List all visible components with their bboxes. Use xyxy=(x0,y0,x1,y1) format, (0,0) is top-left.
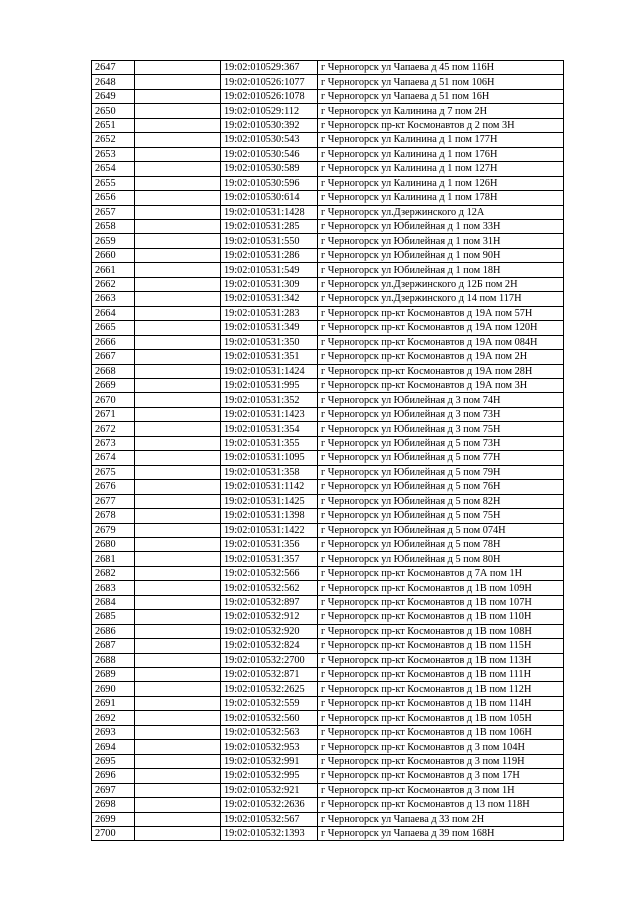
cadastral-number-cell: 19:02:010530:543 xyxy=(221,133,318,147)
empty-cell xyxy=(135,147,221,161)
table-row xyxy=(92,89,564,103)
table-row xyxy=(92,234,564,248)
empty-cell xyxy=(135,552,221,566)
address-cell: г Черногорск ул Калинина д 7 пом 2Н xyxy=(318,104,564,118)
cadastral-number-cell: 19:02:010531:1424 xyxy=(221,364,318,378)
cadastral-number-cell: 19:02:010532:2625 xyxy=(221,682,318,696)
empty-cell xyxy=(135,465,221,479)
cadastral-number-cell: 19:02:010532:824 xyxy=(221,639,318,653)
address-cell: г Черногорск пр-кт Космонавтов д 1В пом 107Н xyxy=(318,595,564,609)
empty-cell xyxy=(135,436,221,450)
address-cell: г Черногорск ул Юбилейная д 5 пом 76Н xyxy=(318,480,564,494)
address-cell: г Черногорск ул Юбилейная д 5 пом 79Н xyxy=(318,465,564,479)
row-number-cell: 2692 xyxy=(92,711,135,725)
empty-cell xyxy=(135,407,221,421)
cadastral-number-cell: 19:02:010532:567 xyxy=(221,812,318,826)
cadastral-number-cell: 19:02:010530:614 xyxy=(221,191,318,205)
table-row xyxy=(92,711,564,725)
address-cell: г Черногорск пр-кт Космонавтов д 1В пом 111Н xyxy=(318,668,564,682)
cadastral-number-cell: 19:02:010532:920 xyxy=(221,624,318,638)
empty-cell xyxy=(135,321,221,335)
table-row xyxy=(92,263,564,277)
table-row xyxy=(92,248,564,262)
address-cell: г Черногорск пр-кт Космонавтов д 1В пом 114Н xyxy=(318,696,564,710)
cadastral-number-cell: 19:02:010531:355 xyxy=(221,436,318,450)
cadastral-number-cell: 19:02:010532:921 xyxy=(221,783,318,797)
row-number-cell: 2665 xyxy=(92,321,135,335)
address-cell: г Черногорск пр-кт Космонавтов д 3 пом 1Н xyxy=(318,783,564,797)
table-row xyxy=(92,682,564,696)
cadastral-number-cell: 19:02:010532:953 xyxy=(221,740,318,754)
empty-cell xyxy=(135,812,221,826)
address-cell: г Черногорск ул Юбилейная д 3 пом 74Н xyxy=(318,393,564,407)
table-row xyxy=(92,566,564,580)
row-number-cell: 2671 xyxy=(92,407,135,421)
row-number-cell: 2677 xyxy=(92,494,135,508)
empty-cell xyxy=(135,783,221,797)
empty-cell xyxy=(135,263,221,277)
empty-cell xyxy=(135,306,221,320)
cadastral-number-cell: 19:02:010531:309 xyxy=(221,277,318,291)
address-cell: г Черногорск ул Юбилейная д 5 пом 73Н xyxy=(318,436,564,450)
row-number-cell: 2694 xyxy=(92,740,135,754)
row-number-cell: 2647 xyxy=(92,61,135,75)
cadastral-number-cell: 19:02:010532:563 xyxy=(221,725,318,739)
table-row xyxy=(92,321,564,335)
address-cell: г Черногорск ул Калинина д 1 пом 126Н xyxy=(318,176,564,190)
address-cell: г Черногорск ул Юбилейная д 5 пом 80Н xyxy=(318,552,564,566)
address-cell: г Черногорск ул Чапаева д 33 пом 2Н xyxy=(318,812,564,826)
cadastral-number-cell: 19:02:010531:1425 xyxy=(221,494,318,508)
empty-cell xyxy=(135,219,221,233)
cadastral-number-cell: 19:02:010526:1078 xyxy=(221,89,318,103)
address-cell: г Черногорск пр-кт Космонавтов д 19А пом 084Н xyxy=(318,335,564,349)
table-row xyxy=(92,725,564,739)
empty-cell xyxy=(135,682,221,696)
address-cell: г Черногорск ул Калинина д 1 пом 178Н xyxy=(318,191,564,205)
empty-cell xyxy=(135,162,221,176)
empty-cell xyxy=(135,248,221,262)
empty-cell xyxy=(135,595,221,609)
empty-cell xyxy=(135,696,221,710)
row-number-cell: 2656 xyxy=(92,191,135,205)
row-number-cell: 2696 xyxy=(92,769,135,783)
address-cell: г Черногорск ул.Дзержинского д 14 пом 117Н xyxy=(318,292,564,306)
cadastral-number-cell: 19:02:010531:1095 xyxy=(221,451,318,465)
table-row xyxy=(92,523,564,537)
table-row xyxy=(92,350,564,364)
row-number-cell: 2658 xyxy=(92,219,135,233)
row-number-cell: 2654 xyxy=(92,162,135,176)
empty-cell xyxy=(135,205,221,219)
row-number-cell: 2664 xyxy=(92,306,135,320)
empty-cell xyxy=(135,494,221,508)
cadastral-number-cell: 19:02:010531:1428 xyxy=(221,205,318,219)
table-row xyxy=(92,451,564,465)
table-row xyxy=(92,61,564,75)
empty-cell xyxy=(135,537,221,551)
address-cell: г Черногорск пр-кт Космонавтов д 19А пом 3Н xyxy=(318,378,564,392)
cadastral-number-cell: 19:02:010532:566 xyxy=(221,566,318,580)
cadastral-number-cell: 19:02:010531:1422 xyxy=(221,523,318,537)
row-number-cell: 2668 xyxy=(92,364,135,378)
address-cell: г Черногорск пр-кт Космонавтов д 1В пом 105Н xyxy=(318,711,564,725)
cadastral-number-cell: 19:02:010531:351 xyxy=(221,350,318,364)
cadastral-number-cell: 19:02:010531:549 xyxy=(221,263,318,277)
row-number-cell: 2698 xyxy=(92,798,135,812)
table-row xyxy=(92,653,564,667)
address-cell: г Черногорск пр-кт Космонавтов д 1В пом 110Н xyxy=(318,610,564,624)
cadastral-number-cell: 19:02:010531:342 xyxy=(221,292,318,306)
row-number-cell: 2675 xyxy=(92,465,135,479)
empty-cell xyxy=(135,104,221,118)
row-number-cell: 2678 xyxy=(92,509,135,523)
row-number-cell: 2661 xyxy=(92,263,135,277)
empty-cell xyxy=(135,89,221,103)
cadastral-number-cell: 19:02:010526:1077 xyxy=(221,75,318,89)
row-number-cell: 2686 xyxy=(92,624,135,638)
address-cell: г Черногорск пр-кт Космонавтов д 7А пом 1Н xyxy=(318,566,564,580)
table-row xyxy=(92,812,564,826)
address-cell: г Черногорск ул.Дзержинского д 12А xyxy=(318,205,564,219)
cadastral-number-cell: 19:02:010531:350 xyxy=(221,335,318,349)
empty-cell xyxy=(135,292,221,306)
table-row xyxy=(92,133,564,147)
empty-cell xyxy=(135,480,221,494)
empty-cell xyxy=(135,581,221,595)
address-cell: г Черногорск ул Юбилейная д 5 пом 77Н xyxy=(318,451,564,465)
empty-cell xyxy=(135,668,221,682)
address-cell: г Черногорск пр-кт Космонавтов д 19А пом 120Н xyxy=(318,321,564,335)
cadastral-number-cell: 19:02:010531:1398 xyxy=(221,509,318,523)
row-number-cell: 2660 xyxy=(92,248,135,262)
table-row xyxy=(92,306,564,320)
row-number-cell: 2688 xyxy=(92,653,135,667)
empty-cell xyxy=(135,653,221,667)
cadastral-number-cell: 19:02:010531:1142 xyxy=(221,480,318,494)
row-number-cell: 2662 xyxy=(92,277,135,291)
address-cell: г Черногорск пр-кт Космонавтов д 19А пом 57Н xyxy=(318,306,564,320)
row-number-cell: 2649 xyxy=(92,89,135,103)
cadastral-number-cell: 19:02:010532:2700 xyxy=(221,653,318,667)
empty-cell xyxy=(135,350,221,364)
row-number-cell: 2655 xyxy=(92,176,135,190)
address-cell: г Черногорск пр-кт Космонавтов д 1В пом 106Н xyxy=(318,725,564,739)
empty-cell xyxy=(135,133,221,147)
empty-cell xyxy=(135,61,221,75)
table-row xyxy=(92,581,564,595)
empty-cell xyxy=(135,624,221,638)
table-row xyxy=(92,75,564,89)
address-cell: г Черногорск ул Юбилейная д 5 пом 78Н xyxy=(318,537,564,551)
row-number-cell: 2684 xyxy=(92,595,135,609)
cadastral-number-cell: 19:02:010531:358 xyxy=(221,465,318,479)
address-cell: г Черногорск ул.Дзержинского д 12Б пом 2Н xyxy=(318,277,564,291)
address-cell: г Черногорск пр-кт Космонавтов д 2 пом 3Н xyxy=(318,118,564,132)
row-number-cell: 2699 xyxy=(92,812,135,826)
table-row xyxy=(92,639,564,653)
address-cell: г Черногорск ул Чапаева д 39 пом 168Н xyxy=(318,827,564,841)
row-number-cell: 2673 xyxy=(92,436,135,450)
address-cell: г Черногорск ул Чапаева д 51 пом 106Н xyxy=(318,75,564,89)
row-number-cell: 2666 xyxy=(92,335,135,349)
cadastral-number-cell: 19:02:010530:392 xyxy=(221,118,318,132)
row-number-cell: 2657 xyxy=(92,205,135,219)
row-number-cell: 2650 xyxy=(92,104,135,118)
cadastral-number-cell: 19:02:010530:589 xyxy=(221,162,318,176)
table-row xyxy=(92,783,564,797)
table-row xyxy=(92,176,564,190)
row-number-cell: 2669 xyxy=(92,378,135,392)
row-number-cell: 2683 xyxy=(92,581,135,595)
empty-cell xyxy=(135,740,221,754)
row-number-cell: 2652 xyxy=(92,133,135,147)
empty-cell xyxy=(135,725,221,739)
cadastral-number-cell: 19:02:010530:546 xyxy=(221,147,318,161)
table-row xyxy=(92,219,564,233)
row-number-cell: 2670 xyxy=(92,393,135,407)
cadastral-number-cell: 19:02:010529:112 xyxy=(221,104,318,118)
address-cell: г Черногорск ул Юбилейная д 1 пом 90Н xyxy=(318,248,564,262)
empty-cell xyxy=(135,566,221,580)
cadastral-number-cell: 19:02:010532:991 xyxy=(221,754,318,768)
table-row xyxy=(92,668,564,682)
empty-cell xyxy=(135,234,221,248)
table-row xyxy=(92,335,564,349)
empty-cell xyxy=(135,827,221,841)
row-number-cell: 2651 xyxy=(92,118,135,132)
table-row xyxy=(92,147,564,161)
table-row xyxy=(92,104,564,118)
empty-cell xyxy=(135,75,221,89)
address-cell: г Черногорск ул Юбилейная д 1 пом 33Н xyxy=(318,219,564,233)
cadastral-number-cell: 19:02:010531:1423 xyxy=(221,407,318,421)
empty-cell xyxy=(135,393,221,407)
address-cell: г Черногорск пр-кт Космонавтов д 19А пом 2Н xyxy=(318,350,564,364)
row-number-cell: 2676 xyxy=(92,480,135,494)
empty-cell xyxy=(135,639,221,653)
row-number-cell: 2659 xyxy=(92,234,135,248)
cadastral-number-cell: 19:02:010531:354 xyxy=(221,422,318,436)
empty-cell xyxy=(135,378,221,392)
row-number-cell: 2689 xyxy=(92,668,135,682)
address-cell: г Черногорск пр-кт Космонавтов д 19А пом 28Н xyxy=(318,364,564,378)
address-cell: г Черногорск пр-кт Космонавтов д 13 пом 118Н xyxy=(318,798,564,812)
cadastral-number-cell: 19:02:010531:995 xyxy=(221,378,318,392)
cadastral-number-cell: 19:02:010530:596 xyxy=(221,176,318,190)
table-row xyxy=(92,407,564,421)
table-row xyxy=(92,595,564,609)
table-row xyxy=(92,509,564,523)
table-row xyxy=(92,436,564,450)
cadastral-number-cell: 19:02:010532:2636 xyxy=(221,798,318,812)
cadastral-number-cell: 19:02:010531:283 xyxy=(221,306,318,320)
table-row xyxy=(92,754,564,768)
address-cell: г Черногорск пр-кт Космонавтов д 1В пом 113Н xyxy=(318,653,564,667)
cadastral-number-cell: 19:02:010532:1393 xyxy=(221,827,318,841)
table-row xyxy=(92,494,564,508)
empty-cell xyxy=(135,754,221,768)
cadastral-number-cell: 19:02:010531:352 xyxy=(221,393,318,407)
row-number-cell: 2653 xyxy=(92,147,135,161)
row-number-cell: 2693 xyxy=(92,725,135,739)
registry-rows xyxy=(92,61,564,841)
address-cell: г Черногорск ул Юбилейная д 5 пом 82Н xyxy=(318,494,564,508)
row-number-cell: 2680 xyxy=(92,537,135,551)
cadastral-number-cell: 19:02:010532:871 xyxy=(221,668,318,682)
cadastral-number-cell: 19:02:010531:349 xyxy=(221,321,318,335)
cadastral-number-cell: 19:02:010532:562 xyxy=(221,581,318,595)
cadastral-number-cell: 19:02:010531:550 xyxy=(221,234,318,248)
empty-cell xyxy=(135,118,221,132)
cadastral-number-cell: 19:02:010532:559 xyxy=(221,696,318,710)
empty-cell xyxy=(135,335,221,349)
address-cell: г Черногорск ул Юбилейная д 3 пом 73Н xyxy=(318,407,564,421)
cadastral-number-cell: 19:02:010532:995 xyxy=(221,769,318,783)
cadastral-number-cell: 19:02:010531:357 xyxy=(221,552,318,566)
address-cell: г Черногорск пр-кт Космонавтов д 1В пом 112Н xyxy=(318,682,564,696)
table-row xyxy=(92,277,564,291)
empty-cell xyxy=(135,610,221,624)
table-row xyxy=(92,465,564,479)
address-cell: г Черногорск пр-кт Космонавтов д 3 пом 104Н xyxy=(318,740,564,754)
address-cell: г Черногорск пр-кт Космонавтов д 3 пом 119Н xyxy=(318,754,564,768)
row-number-cell: 2700 xyxy=(92,827,135,841)
address-cell: г Черногорск пр-кт Космонавтов д 1В пом 108Н xyxy=(318,624,564,638)
table-row xyxy=(92,740,564,754)
row-number-cell: 2681 xyxy=(92,552,135,566)
row-number-cell: 2679 xyxy=(92,523,135,537)
row-number-cell: 2667 xyxy=(92,350,135,364)
row-number-cell: 2697 xyxy=(92,783,135,797)
row-number-cell: 2674 xyxy=(92,451,135,465)
table-row xyxy=(92,162,564,176)
row-number-cell: 2682 xyxy=(92,566,135,580)
empty-cell xyxy=(135,509,221,523)
table-row xyxy=(92,827,564,841)
table-row xyxy=(92,364,564,378)
row-number-cell: 2690 xyxy=(92,682,135,696)
table-row xyxy=(92,118,564,132)
cadastral-number-cell: 19:02:010531:356 xyxy=(221,537,318,551)
table-row xyxy=(92,191,564,205)
row-number-cell: 2648 xyxy=(92,75,135,89)
empty-cell xyxy=(135,711,221,725)
empty-cell xyxy=(135,176,221,190)
address-cell: г Черногорск ул Калинина д 1 пом 176Н xyxy=(318,147,564,161)
address-cell: г Черногорск ул Юбилейная д 1 пом 18Н xyxy=(318,263,564,277)
cadastral-number-cell: 19:02:010531:285 xyxy=(221,219,318,233)
address-cell: г Черногорск пр-кт Космонавтов д 1В пом 115Н xyxy=(318,639,564,653)
empty-cell xyxy=(135,277,221,291)
table-row xyxy=(92,798,564,812)
table-row xyxy=(92,480,564,494)
row-number-cell: 2695 xyxy=(92,754,135,768)
address-cell: г Черногорск ул Чапаева д 45 пом 116Н xyxy=(318,61,564,75)
row-number-cell: 2663 xyxy=(92,292,135,306)
address-cell: г Черногорск пр-кт Космонавтов д 1В пом 109Н xyxy=(318,581,564,595)
row-number-cell: 2691 xyxy=(92,696,135,710)
table-row xyxy=(92,393,564,407)
empty-cell xyxy=(135,364,221,378)
address-cell: г Черногорск пр-кт Космонавтов д 3 пом 17Н xyxy=(318,769,564,783)
table-row xyxy=(92,292,564,306)
registry-table xyxy=(91,60,564,841)
empty-cell xyxy=(135,451,221,465)
empty-cell xyxy=(135,769,221,783)
address-cell: г Черногорск ул Калинина д 1 пом 177Н xyxy=(318,133,564,147)
empty-cell xyxy=(135,523,221,537)
row-number-cell: 2672 xyxy=(92,422,135,436)
cadastral-number-cell: 19:02:010531:286 xyxy=(221,248,318,262)
table-row xyxy=(92,205,564,219)
address-cell: г Черногорск ул Юбилейная д 3 пом 75Н xyxy=(318,422,564,436)
table-row xyxy=(92,552,564,566)
table-row xyxy=(92,624,564,638)
row-number-cell: 2685 xyxy=(92,610,135,624)
address-cell: г Черногорск ул Юбилейная д 5 пом 75Н xyxy=(318,509,564,523)
table-row xyxy=(92,537,564,551)
cadastral-number-cell: 19:02:010532:897 xyxy=(221,595,318,609)
cadastral-number-cell: 19:02:010532:560 xyxy=(221,711,318,725)
table-row xyxy=(92,696,564,710)
row-number-cell: 2687 xyxy=(92,639,135,653)
cadastral-number-cell: 19:02:010529:367 xyxy=(221,61,318,75)
address-cell: г Черногорск ул Юбилейная д 1 пом 31Н xyxy=(318,234,564,248)
address-cell: г Черногорск ул Калинина д 1 пом 127Н xyxy=(318,162,564,176)
empty-cell xyxy=(135,798,221,812)
empty-cell xyxy=(135,422,221,436)
table-row xyxy=(92,610,564,624)
address-cell: г Черногорск ул Чапаева д 51 пом 16Н xyxy=(318,89,564,103)
empty-cell xyxy=(135,191,221,205)
table-row xyxy=(92,378,564,392)
table-row xyxy=(92,422,564,436)
address-cell: г Черногорск ул Юбилейная д 5 пом 074Н xyxy=(318,523,564,537)
table-row xyxy=(92,769,564,783)
cadastral-number-cell: 19:02:010532:912 xyxy=(221,610,318,624)
